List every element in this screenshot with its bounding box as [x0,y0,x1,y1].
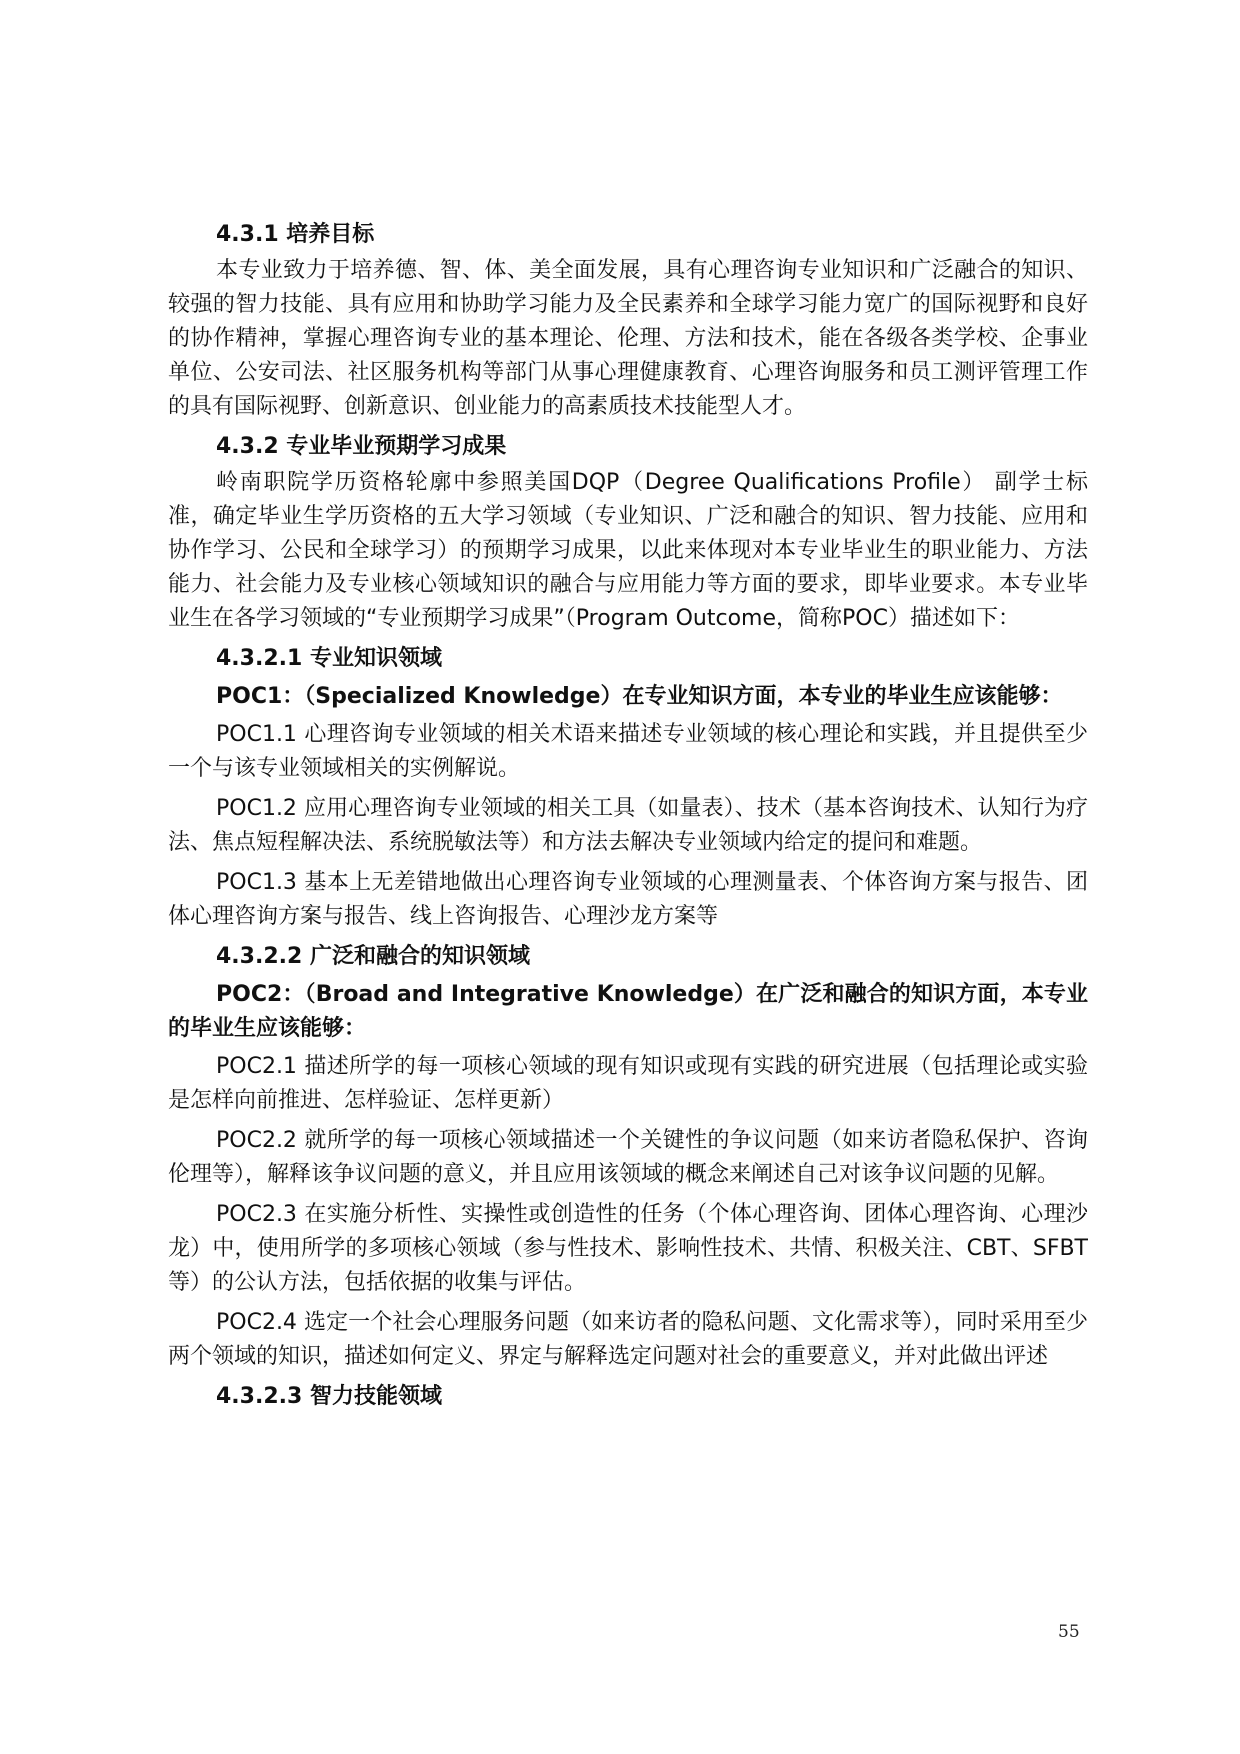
poc2-4-item: POC2.4 选定一个社会心理服务问题（如来访者的隐私问题、文化需求等），同时采用至少两个领域的知识，描述如何定义、界定与解释选定问题对社会的重要意义，并对此做出评述 [168,1310,1088,1369]
learning-outcome-intro-paragraph: 岭南职院学历资格轮廓中参照美国DQP（Degree Qualifications Profile） 副学士标准，确定毕业生学历资格的五大学习领域（专业知识、广泛和融合的知识、智力技能、应用和协作学习、公民和全球学习）的预期学习成果，以此来体现对本专业毕业生的职业能力、方法能力、社会能力及专业核心领域知识的融合与应用能力等方面的要求，即毕业要求。本专业毕业生在各学习领域的“专业预期学习成果”（Program Outcome，简称POC）描述如下： [168,470,1088,631]
poc2-1-item: POC2.1 描述所学的每一项核心领域的现有知识或现有实践的研究进展（包括理论或实验是怎样向前推进、怎样验证、怎样更新） [168,1054,1088,1113]
section-heading-4-3-1: 4.3.1 培养目标 [216,222,375,247]
poc1-2-item: POC1.2 应用心理咨询专业领域的相关工具（如量表）、技术（基本咨询技术、认知行为疗法、焦点短程解决法、系统脱敏法等）和方法去解决专业领域内给定的提问和难题。 [168,796,1088,855]
poc2-heading: POC2：（Broad and Integrative Knowledge）在广泛和融合的知识方面，本专业的毕业生应该能够： [168,982,1088,1041]
training-goal-paragraph: 本专业致力于培养德、智、体、美全面发展，具有心理咨询专业知识和广泛融合的知识、较强的智力技能、具有应用和协助学习能力及全民素养和全球学习能力宽广的国际视野和良好的协作精神，掌握心理咨询专业的基本理论、伦理、方法和技术，能在各级各类学校、企事业单位、公安司法、社区服务机构等部门从事心理健康教育、心理咨询服务和员工测评管理工作的具有国际视野、创新意识、创业能力的高素质技术技能型人才。 [168,258,1088,419]
poc1-3-item: POC1.3 基本上无差错地做出心理咨询专业领域的心理测量表、个体咨询方案与报告、团体心理咨询方案与报告、线上咨询报告、心理沙龙方案等 [168,870,1088,929]
section-heading-4-3-2-3: 4.3.2.3 智力技能领域 [216,1384,442,1409]
poc1-1-item: POC1.1 心理咨询专业领域的相关术语来描述专业领域的核心理论和实践，并且提供至少一个与该专业领域相关的实例解说。 [168,722,1088,781]
section-heading-4-3-2: 4.3.2 专业毕业预期学习成果 [216,434,507,459]
poc2-2-item: POC2.2 就所学的每一项核心领域描述一个关键性的争议问题（如来访者隐私保护、咨询伦理等），解释该争议问题的意义，并且应用该领域的概念来阐述自己对该争议问题的见解。 [168,1128,1088,1187]
section-heading-4-3-2-2: 4.3.2.2 广泛和融合的知识领域 [216,944,530,969]
section-heading-4-3-2-1: 4.3.2.1 专业知识领域 [216,646,442,671]
page-number: 55 [1058,1622,1080,1642]
document-body [168,218,1088,1418]
poc2-3-item: POC2.3 在实施分析性、实操性或创造性的任务（个体心理咨询、团体心理咨询、心理沙龙）中，使用所学的多项核心领域（参与性技术、影响性技术、共情、积极关注、CBT、SFBT等）的公认方法，包括依据的收集与评估。 [168,1202,1088,1295]
poc1-heading: POC1：（Specialized Knowledge）在专业知识方面，本专业的毕业生应该能够： [216,684,1063,709]
